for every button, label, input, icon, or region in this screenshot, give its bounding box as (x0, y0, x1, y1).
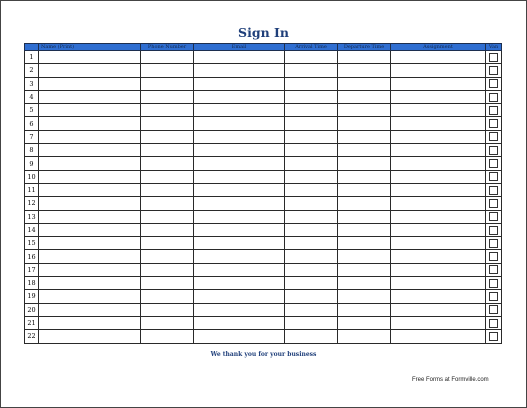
van-checkbox[interactable] (489, 79, 498, 88)
van-cell (486, 263, 502, 276)
assignment-cell[interactable] (391, 130, 486, 143)
arrival-cell[interactable] (285, 51, 338, 64)
row-number: 3 (25, 77, 39, 90)
table-row (25, 77, 502, 90)
arrival-cell[interactable] (285, 316, 338, 329)
row-number: 10 (25, 170, 39, 183)
name-cell[interactable] (39, 104, 141, 117)
email-cell[interactable] (194, 104, 285, 117)
assignment-cell[interactable] (391, 157, 486, 170)
name-cell[interactable] (39, 237, 141, 250)
assignment-cell[interactable] (391, 104, 486, 117)
van-cell (486, 183, 502, 196)
row-number: 14 (25, 223, 39, 236)
phone-cell[interactable] (141, 303, 194, 316)
email-cell[interactable] (194, 290, 285, 303)
header-name: Name (Print) (39, 44, 141, 51)
row-number: 5 (25, 104, 39, 117)
arrival-cell[interactable] (285, 223, 338, 236)
header-departure: Departure Time (338, 44, 391, 51)
assignment-cell[interactable] (391, 51, 486, 64)
assignment-cell[interactable] (391, 144, 486, 157)
table-row (25, 170, 502, 183)
email-cell[interactable] (194, 263, 285, 276)
phone-cell[interactable] (141, 330, 194, 343)
email-cell[interactable] (194, 303, 285, 316)
table-row (25, 197, 502, 210)
name-cell[interactable] (39, 157, 141, 170)
phone-cell[interactable] (141, 77, 194, 90)
arrival-cell[interactable] (285, 183, 338, 196)
departure-cell[interactable] (338, 51, 391, 64)
phone-cell[interactable] (141, 277, 194, 290)
van-cell (486, 316, 502, 329)
departure-cell[interactable] (338, 183, 391, 196)
departure-cell[interactable] (338, 144, 391, 157)
row-number: 9 (25, 157, 39, 170)
name-cell[interactable] (39, 316, 141, 329)
email-cell[interactable] (194, 170, 285, 183)
header-arrival: Arrival Time (285, 44, 338, 51)
arrival-cell[interactable] (285, 170, 338, 183)
header-email: Email (194, 44, 285, 51)
phone-cell[interactable] (141, 170, 194, 183)
phone-cell[interactable] (141, 237, 194, 250)
name-cell[interactable] (39, 64, 141, 77)
table-row (25, 157, 502, 170)
assignment-cell[interactable] (391, 223, 486, 236)
van-cell (486, 210, 502, 223)
table-row (25, 263, 502, 276)
phone-cell[interactable] (141, 130, 194, 143)
name-cell[interactable] (39, 183, 141, 196)
van-checkbox[interactable] (489, 146, 498, 155)
arrival-cell[interactable] (285, 130, 338, 143)
phone-cell[interactable] (141, 197, 194, 210)
assignment-cell[interactable] (391, 210, 486, 223)
departure-cell[interactable] (338, 316, 391, 329)
phone-cell[interactable] (141, 316, 194, 329)
row-number: 7 (25, 130, 39, 143)
email-cell[interactable] (194, 51, 285, 64)
van-cell (486, 77, 502, 90)
email-cell[interactable] (194, 144, 285, 157)
name-cell[interactable] (39, 77, 141, 90)
departure-cell[interactable] (338, 130, 391, 143)
van-checkbox[interactable] (489, 319, 498, 328)
van-cell (486, 197, 502, 210)
table-row (25, 237, 502, 250)
departure-cell[interactable] (338, 303, 391, 316)
departure-cell[interactable] (338, 64, 391, 77)
name-cell[interactable] (39, 51, 141, 64)
departure-cell[interactable] (338, 277, 391, 290)
email-cell[interactable] (194, 77, 285, 90)
departure-cell[interactable] (338, 117, 391, 130)
row-number: 8 (25, 144, 39, 157)
email-cell[interactable] (194, 90, 285, 103)
van-checkbox[interactable] (489, 119, 498, 128)
row-number: 4 (25, 90, 39, 103)
row-number: 16 (25, 250, 39, 263)
assignment-cell[interactable] (391, 237, 486, 250)
email-cell[interactable] (194, 157, 285, 170)
table-row (25, 330, 502, 343)
table-row (25, 303, 502, 316)
thank-you-note: We thank you for your business (210, 351, 317, 358)
table-row (25, 117, 502, 130)
row-number: 22 (25, 330, 39, 343)
name-cell[interactable] (39, 144, 141, 157)
van-cell (486, 144, 502, 157)
header-phone: Phone Number (141, 44, 194, 51)
email-cell[interactable] (194, 316, 285, 329)
assignment-cell[interactable] (391, 263, 486, 276)
assignment-cell[interactable] (391, 197, 486, 210)
name-cell[interactable] (39, 303, 141, 316)
table-row (25, 277, 502, 290)
name-cell[interactable] (39, 130, 141, 143)
table-row (25, 223, 502, 236)
name-cell[interactable] (39, 330, 141, 343)
van-checkbox[interactable] (489, 106, 498, 115)
arrival-cell[interactable] (285, 330, 338, 343)
van-cell (486, 130, 502, 143)
email-cell[interactable] (194, 277, 285, 290)
name-cell[interactable] (39, 117, 141, 130)
assignment-cell[interactable] (391, 90, 486, 103)
phone-cell[interactable] (141, 263, 194, 276)
van-cell (486, 64, 502, 77)
email-cell[interactable] (194, 330, 285, 343)
arrival-cell[interactable] (285, 237, 338, 250)
van-checkbox[interactable] (489, 252, 498, 261)
departure-cell[interactable] (338, 157, 391, 170)
arrival-cell[interactable] (285, 90, 338, 103)
arrival-cell[interactable] (285, 277, 338, 290)
arrival-cell[interactable] (285, 263, 338, 276)
email-cell[interactable] (194, 183, 285, 196)
table-row (25, 183, 502, 196)
form-title: Sign In (238, 25, 289, 40)
row-number: 1 (25, 51, 39, 64)
phone-cell[interactable] (141, 64, 194, 77)
header-van: Van (486, 44, 502, 51)
arrival-cell[interactable] (285, 77, 338, 90)
departure-cell[interactable] (338, 197, 391, 210)
departure-cell[interactable] (338, 263, 391, 276)
row-number: 11 (25, 183, 39, 196)
phone-cell[interactable] (141, 210, 194, 223)
van-checkbox[interactable] (489, 212, 498, 221)
row-number: 20 (25, 303, 39, 316)
departure-cell[interactable] (338, 90, 391, 103)
table-row (25, 64, 502, 77)
van-cell (486, 330, 502, 343)
site-credit: Free Forms at Formville.com (412, 377, 489, 383)
row-number: 15 (25, 237, 39, 250)
van-checkbox[interactable] (489, 93, 498, 102)
assignment-cell[interactable] (391, 303, 486, 316)
assignment-cell[interactable] (391, 330, 486, 343)
name-cell[interactable] (39, 90, 141, 103)
van-checkbox[interactable] (489, 53, 498, 62)
departure-cell[interactable] (338, 237, 391, 250)
phone-cell[interactable] (141, 290, 194, 303)
departure-cell[interactable] (338, 104, 391, 117)
departure-cell[interactable] (338, 210, 391, 223)
arrival-cell[interactable] (285, 117, 338, 130)
name-cell[interactable] (39, 210, 141, 223)
arrival-cell[interactable] (285, 303, 338, 316)
email-cell[interactable] (194, 237, 285, 250)
email-cell[interactable] (194, 223, 285, 236)
phone-cell[interactable] (141, 223, 194, 236)
email-cell[interactable] (194, 130, 285, 143)
departure-cell[interactable] (338, 223, 391, 236)
sign-in-table (24, 43, 502, 344)
assignment-cell[interactable] (391, 117, 486, 130)
row-number: 13 (25, 210, 39, 223)
name-cell[interactable] (39, 290, 141, 303)
departure-cell[interactable] (338, 330, 391, 343)
van-cell (486, 51, 502, 64)
row-number: 18 (25, 277, 39, 290)
arrival-cell[interactable] (285, 197, 338, 210)
phone-cell[interactable] (141, 117, 194, 130)
van-checkbox[interactable] (489, 279, 498, 288)
name-cell[interactable] (39, 223, 141, 236)
van-checkbox[interactable] (489, 199, 498, 208)
van-cell (486, 170, 502, 183)
phone-cell[interactable] (141, 183, 194, 196)
departure-cell[interactable] (338, 170, 391, 183)
arrival-cell[interactable] (285, 157, 338, 170)
van-checkbox[interactable] (489, 159, 498, 168)
van-checkbox[interactable] (489, 132, 498, 141)
email-cell[interactable] (194, 210, 285, 223)
van-checkbox[interactable] (489, 226, 498, 235)
row-number: 12 (25, 197, 39, 210)
phone-cell[interactable] (141, 144, 194, 157)
table-row (25, 51, 502, 64)
van-cell (486, 237, 502, 250)
van-cell (486, 223, 502, 236)
name-cell[interactable] (39, 170, 141, 183)
table-row (25, 144, 502, 157)
arrival-cell[interactable] (285, 210, 338, 223)
row-number: 21 (25, 316, 39, 329)
row-number: 6 (25, 117, 39, 130)
name-cell[interactable] (39, 250, 141, 263)
name-cell[interactable] (39, 263, 141, 276)
assignment-cell[interactable] (391, 64, 486, 77)
arrival-cell[interactable] (285, 290, 338, 303)
van-checkbox[interactable] (489, 172, 498, 181)
assignment-cell[interactable] (391, 250, 486, 263)
phone-cell[interactable] (141, 90, 194, 103)
van-cell (486, 90, 502, 103)
phone-cell[interactable] (141, 51, 194, 64)
arrival-cell[interactable] (285, 250, 338, 263)
van-checkbox[interactable] (489, 265, 498, 274)
table-row (25, 130, 502, 143)
assignment-cell[interactable] (391, 77, 486, 90)
assignment-cell[interactable] (391, 277, 486, 290)
departure-cell[interactable] (338, 250, 391, 263)
van-cell (486, 303, 502, 316)
row-number: 17 (25, 263, 39, 276)
email-cell[interactable] (194, 64, 285, 77)
table-row (25, 250, 502, 263)
van-checkbox[interactable] (489, 332, 498, 341)
phone-cell[interactable] (141, 157, 194, 170)
table-row (25, 210, 502, 223)
van-checkbox[interactable] (489, 186, 498, 195)
assignment-cell[interactable] (391, 316, 486, 329)
row-number: 19 (25, 290, 39, 303)
phone-cell[interactable] (141, 250, 194, 263)
van-checkbox[interactable] (489, 66, 498, 75)
table-row (25, 104, 502, 117)
header-row (25, 44, 502, 51)
van-cell (486, 290, 502, 303)
van-cell (486, 277, 502, 290)
arrival-cell[interactable] (285, 144, 338, 157)
arrival-cell[interactable] (285, 104, 338, 117)
name-cell[interactable] (39, 197, 141, 210)
row-number: 2 (25, 64, 39, 77)
van-cell (486, 104, 502, 117)
van-checkbox[interactable] (489, 239, 498, 248)
assignment-cell[interactable] (391, 170, 486, 183)
table-row (25, 316, 502, 329)
email-cell[interactable] (194, 250, 285, 263)
phone-cell[interactable] (141, 104, 194, 117)
assignment-cell[interactable] (391, 183, 486, 196)
van-cell (486, 157, 502, 170)
departure-cell[interactable] (338, 290, 391, 303)
header-assignment: Assignment (391, 44, 486, 51)
van-cell (486, 117, 502, 130)
table-row (25, 290, 502, 303)
assignment-cell[interactable] (391, 290, 486, 303)
van-cell (486, 250, 502, 263)
email-cell[interactable] (194, 117, 285, 130)
header-row-number (25, 44, 39, 51)
van-checkbox[interactable] (489, 305, 498, 314)
name-cell[interactable] (39, 277, 141, 290)
van-checkbox[interactable] (489, 292, 498, 301)
arrival-cell[interactable] (285, 64, 338, 77)
email-cell[interactable] (194, 197, 285, 210)
table-row (25, 90, 502, 103)
departure-cell[interactable] (338, 77, 391, 90)
